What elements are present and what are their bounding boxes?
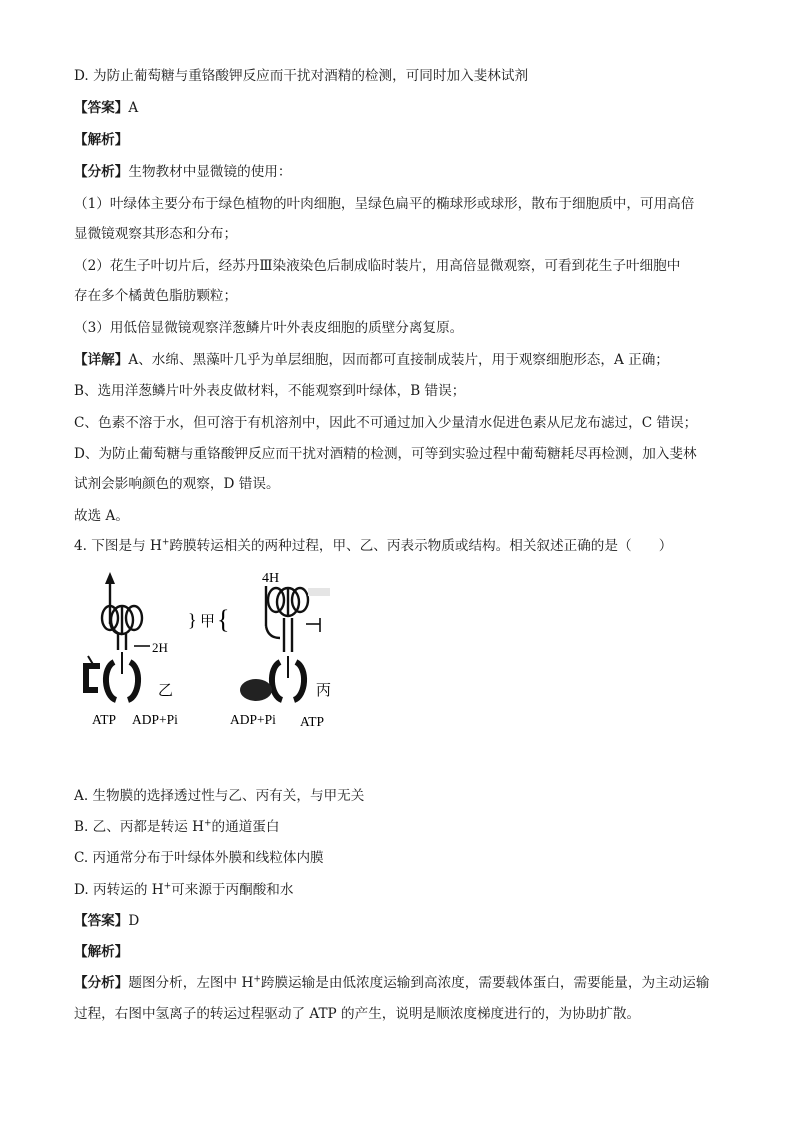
label-4h: 4H: [262, 571, 280, 586]
point-1-cont: 显微镜观察其形态和分布；: [74, 226, 238, 242]
detail-d: D、为防止葡萄糖与重铬酸钾反应而干扰对酒精的检测，可等到实验过程中葡萄糖耗尽再检测，加入斐林: [74, 446, 697, 462]
label-yi: 乙: [158, 683, 174, 699]
detail-c: C、色素不溶于水，但可溶于有机溶剂中，因此不可通过加入少量清水促进色素从尼龙布滤过，C 错误；: [74, 415, 698, 431]
fenxi-line: 【分析】生物教材中显微镜的使用：: [74, 164, 292, 180]
option-b: B. 乙、丙都是转运 H+的通道蛋白: [74, 818, 280, 835]
label-jia: 甲: [200, 614, 216, 630]
answer-line: 【答案】A: [74, 100, 139, 116]
option-c: C. 丙通常分布于叶绿体外膜和线粒体内膜: [74, 850, 324, 866]
detail-a: 【详解】A、水绵、黑藻叶几乎为单层细胞，因而都可直接制成装片，用于观察细胞形态，A 正确；: [74, 352, 669, 368]
left-adp: ADP+Pi: [132, 712, 178, 727]
point-2-cont: 存在多个橘黄色脂肪颗粒；: [74, 288, 238, 304]
point-1: （1）叶绿体主要分布于绿色植物的叶肉细胞，呈绿色扁平的椭球形或球形，散布于细胞质中，可用高倍: [74, 196, 695, 212]
label-2h: 2H: [152, 640, 168, 655]
left-atp: ATP: [92, 712, 117, 727]
h-transport-figure: [80, 562, 360, 737]
option-d-prev: D. 为防止葡萄糖与重铬酸钾反应而干扰对酒精的检测，可同时加入斐林试剂: [74, 68, 529, 84]
answer-line-2: 【答案】D: [74, 913, 140, 929]
bracket-left: {: [217, 605, 230, 634]
option-a: A. 生物膜的选择透过性与乙、丙有关，与甲无关: [74, 788, 365, 804]
point-2: （2）花生子叶切片后，经苏丹Ⅲ染液染色后制成临时装片，用高倍显微观察，可看到花生子叶细胞中: [74, 258, 681, 274]
label-bing: 丙: [316, 683, 332, 699]
bracket-right: }: [188, 610, 197, 630]
conclusion: 故选 A。: [74, 508, 129, 524]
analysis-heading: 【解析】: [74, 132, 129, 148]
fenxi-line-2-cont: 过程，右图中氢离子的转运过程驱动了 ATP 的产生，说明是顺浓度梯度进行的，为协助扩散。: [74, 1006, 641, 1022]
detail-b: B、选用洋葱鳞片叶外表皮做材料，不能观察到叶绿体，B 错误；: [74, 383, 466, 399]
option-d: D. 丙转运的 H+可来源于丙酮酸和水: [74, 881, 294, 898]
dark-blob: [240, 679, 272, 701]
right-adp: ADP+Pi: [230, 712, 276, 727]
right-atp: ATP: [300, 714, 325, 729]
left-complex: [86, 572, 150, 700]
right-complex: [266, 586, 320, 700]
point-3: （3）用低倍显微镜观察洋葱鳞片叶外表皮细胞的质壁分离复原。: [74, 320, 464, 336]
analysis-heading-2: 【解析】: [74, 944, 129, 960]
detail-d-cont: 试剂会影响颜色的观察，D 错误。: [74, 476, 280, 492]
question-4-stem: 4. 下图是与 H+跨膜转运相关的两种过程，甲、乙、丙表示物质或结构。相关叙述正确的是（ ）: [74, 537, 673, 554]
fenxi-line-2: 【分析】题图分析，左图中 H+跨膜运输是由低浓度运输到高浓度，需要载体蛋白，需要能量，为主动运输: [74, 974, 710, 991]
faint-mark: [308, 588, 330, 596]
